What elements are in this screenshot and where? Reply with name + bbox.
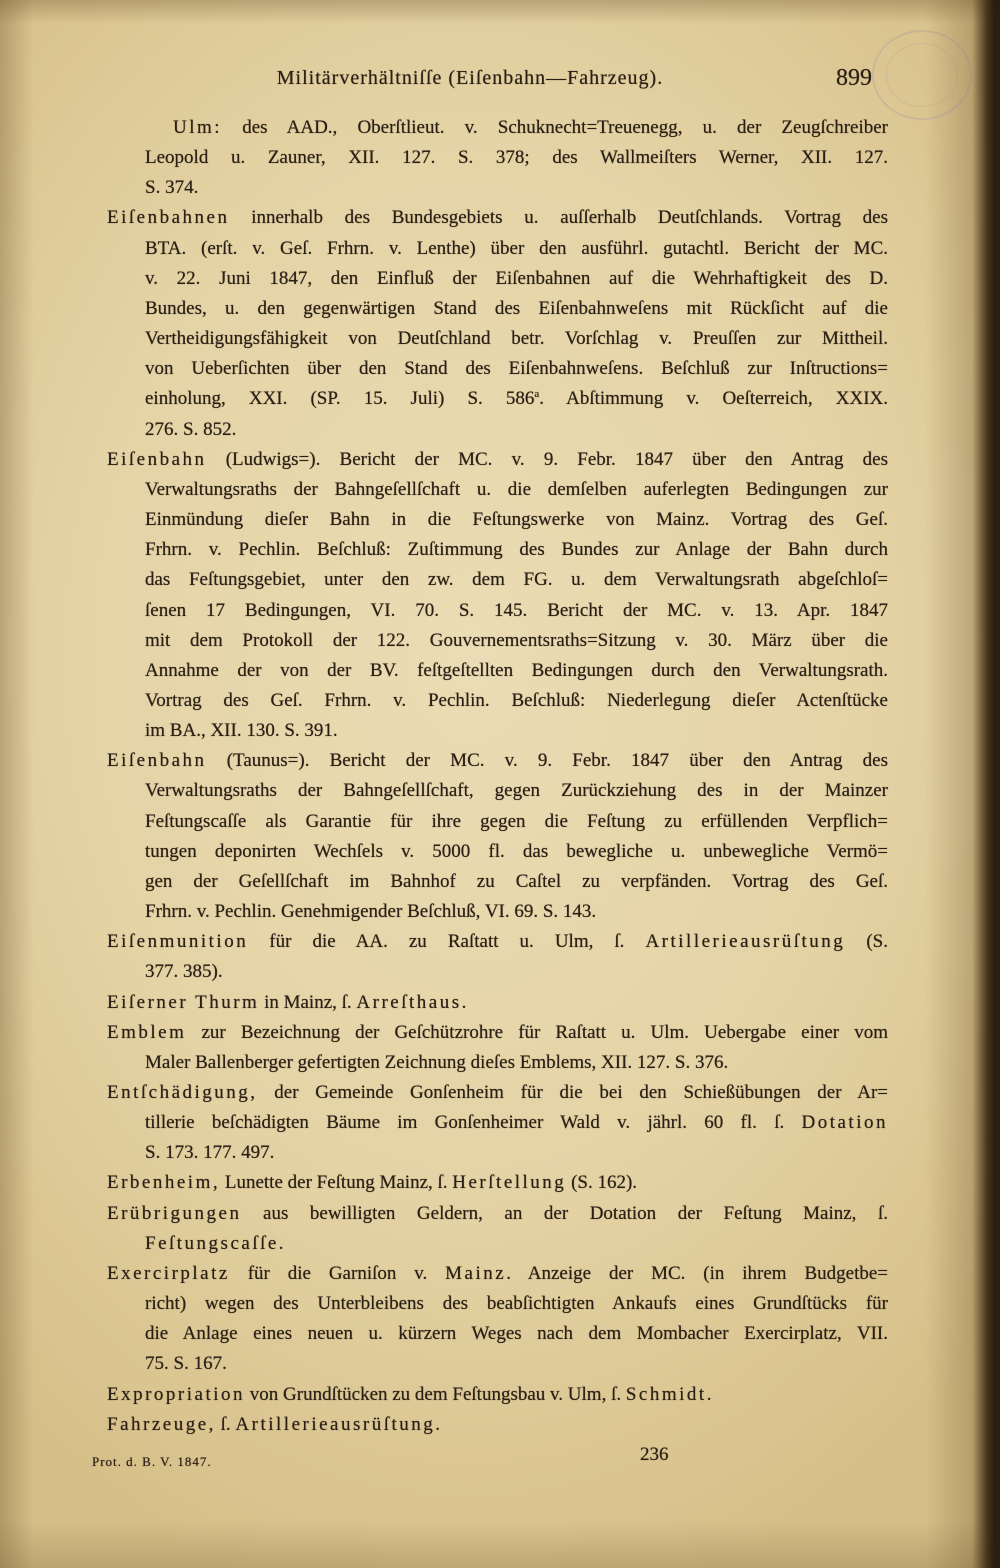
library-stamp	[872, 30, 972, 120]
entry-text: Frhrn. v. Pechlin. Beſchluß: Zuſtimmung des Bundes zur Anlage der Bahn durch	[145, 539, 888, 561]
entry-text: Frhrn. v. Pechlin. Genehmigender Beſchluß, VI. 69. S. 143.	[145, 901, 597, 923]
entry-headword: Emblem	[107, 1021, 187, 1043]
entry-text: Maler Ballenberger gefertigten Zeichnung dieſes Emblems, XII. 127. S. 376.	[145, 1051, 729, 1073]
index-line	[107, 596, 888, 626]
entry-text: richt) wegen des Unterbleibens des beabſichtigten Ankaufs eines Grundſtücks für	[145, 1293, 888, 1315]
index-line	[107, 173, 888, 203]
entry-headword: Eiſenbahn	[107, 448, 207, 470]
entry-text: .	[435, 1413, 441, 1435]
entry-text: des AAD., Oberſtlieut. v. Schuknecht=Treuenegg, u. der Zeugſchreiber	[222, 117, 888, 138]
entry-text: Annahme der von der BV. feſtgeſtellten Bedingungen durch den Verwaltungsrath.	[145, 659, 888, 681]
index-line	[107, 1108, 888, 1138]
page-number: 899	[836, 65, 872, 91]
index-line	[107, 234, 888, 264]
entry-text: Verwaltungsraths der Bahngeſellſchaft, gegen Zurückziehung des in der Mainzer	[145, 780, 888, 802]
index-line	[107, 686, 888, 716]
index-line	[107, 1229, 888, 1259]
entry-text: (Ludwigs=). Bericht der MC. v. 9. Febr. 1847 über den Antrag des	[206, 448, 888, 470]
index-line	[107, 807, 888, 837]
entry-text: Verwaltungsraths der Bahngeſellſchaft u. die demſelben auferlegten Bedingungen zur	[145, 478, 888, 500]
index-entry	[107, 988, 888, 1018]
entry-text: Vertheidigungsfähigkeit von Deutſchland betr. Vorſchlag v. Preuſſen zur Mittheil.	[145, 328, 888, 350]
entry-text: gen der Geſellſchaft im Bahnhof zu Caſtel zu verpfänden. Vortrag des Geſ.	[145, 870, 888, 892]
index-line	[107, 1319, 888, 1349]
entry-text: Feſtungscaſſe als Garantie für ihre gegen die Feſtung zu erfüllenden Verpflich=	[145, 810, 888, 832]
index-line	[107, 988, 888, 1018]
spaced-term: Artillerieausrüſtung	[645, 931, 846, 953]
index-line	[107, 565, 888, 595]
index-line	[107, 535, 888, 565]
index-line	[107, 1048, 888, 1078]
entry-headword: Eiſenbahnen	[107, 207, 230, 229]
index-line	[107, 143, 888, 173]
index-line	[107, 716, 888, 746]
entry-text: v. 22. Juni 1847, den Einfluß der Eiſenbahnen auf die Wehrhaftigkeit des D.	[145, 267, 888, 289]
entry-text: Lunette der Feſtung Mainz, ſ.	[220, 1172, 453, 1194]
entry-text: . Abſtimmung v. Oeſterreich, XXIX.	[539, 388, 888, 410]
index-line	[107, 1349, 888, 1379]
index-line	[107, 384, 888, 414]
index-entry	[107, 1259, 888, 1380]
index-line	[107, 264, 888, 294]
entry-text: 276. S. 852.	[145, 418, 237, 440]
entry-headword: Eiſenmunition	[107, 931, 249, 953]
entry-text: BTA. (erſt. v. Geſ. Frhrn. v. Lenthe) über den ausführl. gutachtl. Bericht der MC.	[145, 237, 888, 259]
spaced-term: Mainz	[445, 1262, 507, 1284]
entry-text: zur Bezeichnung der Geſchützrohre für Raſtatt u. Ulm. Uebergabe einer vom	[186, 1021, 888, 1043]
index-line	[107, 294, 888, 324]
footer-signature-title: Prot. d. B. V. 1847.	[92, 1454, 212, 1469]
entry-headword: Entſchädigung,	[107, 1082, 258, 1103]
entry-text: von Ueberſichten über den Stand des Eiſenbahnweſens. Beſchluß zur Inſtructions=	[145, 358, 888, 380]
index-entry	[107, 445, 888, 747]
index-line	[107, 1018, 888, 1048]
index-entry	[107, 927, 888, 987]
spaced-term: Herſtellung	[452, 1172, 567, 1194]
index-line	[107, 1199, 888, 1229]
entry-headword: Exercirplatz	[107, 1262, 230, 1284]
entry-text: 377. 385).	[145, 961, 223, 983]
entry-headword: Eiſenbahn	[107, 750, 207, 772]
entry-headword: Erübrigungen	[107, 1202, 242, 1224]
entry-text: innerhalb des Bundesgebiets u. auſſerhalb Deutſchlands. Vortrag des	[229, 207, 888, 229]
entry-text: Bundes, u. den gegenwärtigen Stand des Eiſenbahnweſens mit Rückſicht auf die	[145, 297, 888, 319]
index-line	[107, 354, 888, 384]
entry-text: für die AA. zu Raſtatt u. Ulm, ſ.	[248, 931, 646, 953]
index-entry	[107, 1410, 888, 1440]
entry-text: tillerie beſchädigten Bäume im Gonſenheimer Wald v. jährl. 60 fl. ſ.	[145, 1112, 802, 1134]
entry-text: 75. S. 167.	[145, 1353, 227, 1375]
index-line	[107, 1410, 888, 1440]
index-line	[107, 746, 888, 776]
continued-entry	[107, 113, 888, 203]
index-entry	[107, 1199, 888, 1259]
entry-text: aus bewilligten Geldern, an der Dotation der Feſtung Mainz, ſ.	[241, 1202, 888, 1224]
index-line	[107, 1259, 888, 1289]
index-line	[107, 1078, 888, 1108]
index-entry	[107, 203, 888, 444]
entry-text: Vortrag des Geſ. Frhrn. v. Pechlin. Beſchluß: Niederlegung dieſer Actenſtücke	[145, 689, 888, 711]
index-line	[107, 324, 888, 354]
index-body	[107, 113, 888, 1440]
index-line	[107, 776, 888, 806]
entry-text: die Anlage eines neuen u. kürzern Weges nach dem Mombacher Exercirplatz, VII.	[145, 1323, 888, 1345]
footer-sheet-number: 236	[640, 1444, 669, 1465]
entry-text: Einmündung dieſer Bahn in die Feſtungswerke von Mainz. Vortrag des Geſ.	[145, 509, 888, 531]
entry-text: der Gemeinde Gonſenheim für die bei den Schießübungen der Ar=	[257, 1082, 888, 1103]
index-entry	[107, 1078, 888, 1168]
entry-text: . Anzeige der MC. (in ihrem Budgetbe=	[506, 1262, 888, 1284]
index-entry	[107, 746, 888, 927]
index-entry	[107, 1168, 888, 1198]
entry-text: tungen deponirten Wechſels v. 5000 fl. das bewegliche u. unbewegliche Vermö=	[145, 840, 888, 862]
index-line	[107, 867, 888, 897]
entry-text: das Feſtungsgebiet, unter den zw. dem FG. u. dem Verwaltungsrath abgeſchloſ=	[145, 569, 888, 591]
entry-text: von Grundſtücken zu dem Feſtungsbau v. Ulm, ſ.	[245, 1383, 626, 1405]
entry-text: im BA., XII. 130. S. 391.	[145, 720, 338, 742]
running-head: Militärverhältniſſe (Eiſenbahn—Fahrzeug).	[276, 67, 664, 89]
superscript: a	[534, 388, 540, 401]
index-entry	[107, 1018, 888, 1078]
entry-text: S. 173. 177. 497.	[145, 1142, 275, 1164]
entry-text: für die Garniſon v.	[229, 1262, 446, 1284]
index-line	[107, 1289, 888, 1319]
index-line	[107, 626, 888, 656]
index-line	[107, 897, 888, 927]
entry-headword: Erbenheim,	[107, 1172, 221, 1194]
spaced-term: Arreſthaus	[356, 991, 462, 1013]
index-line	[107, 203, 888, 233]
spaced-term: Artillerieausrüſtung	[235, 1413, 436, 1435]
index-line	[107, 445, 888, 475]
entry-headword: Eiſerner Thurm	[107, 991, 260, 1013]
index-line	[107, 1380, 888, 1410]
entry-text: .	[461, 991, 467, 1013]
entry-text: S. 374.	[145, 177, 199, 199]
index-line	[107, 475, 888, 505]
entry-text: ſ.	[215, 1413, 236, 1435]
index-line	[107, 113, 888, 143]
entry-text: .	[706, 1383, 712, 1405]
index-line	[107, 505, 888, 535]
entry-text: (S.	[845, 931, 888, 953]
index-line	[107, 837, 888, 867]
entry-text: ſenen 17 Bedingungen, VI. 70. S. 145. Bericht der MC. v. 13. Apr. 1847	[145, 599, 888, 621]
index-line	[107, 415, 888, 445]
spaced-term: Schmidt	[625, 1383, 707, 1405]
spaced-term: Ulm:	[173, 117, 223, 138]
index-line	[107, 1138, 888, 1168]
index-entry	[107, 1380, 888, 1410]
entry-text: Leopold u. Zauner, XII. 127. S. 378; des Wallmeiſters Werner, XII. 127.	[145, 147, 888, 169]
index-line	[107, 656, 888, 686]
entry-text: in Mainz, ſ.	[259, 991, 357, 1013]
entry-headword: Fahrzeuge,	[107, 1413, 216, 1435]
index-line	[107, 927, 888, 957]
entry-text: (S. 162).	[566, 1172, 638, 1194]
entry-text: mit dem Protokoll der 122. Gouvernementsraths=Sitzung v. 30. März über die	[145, 629, 888, 651]
index-line	[107, 1168, 888, 1198]
spaced-term: Dotation	[801, 1112, 888, 1134]
entry-text: (Taunus=). Bericht der MC. v. 9. Febr. 1847 über den Antrag des	[206, 750, 888, 772]
spaced-term: Feſtungscaſſe.	[145, 1232, 287, 1254]
entry-text: einholung, XXI. (SP. 15. Juli) S. 586	[145, 388, 535, 410]
entry-headword: Expropriation	[107, 1383, 246, 1405]
index-line	[107, 957, 888, 987]
